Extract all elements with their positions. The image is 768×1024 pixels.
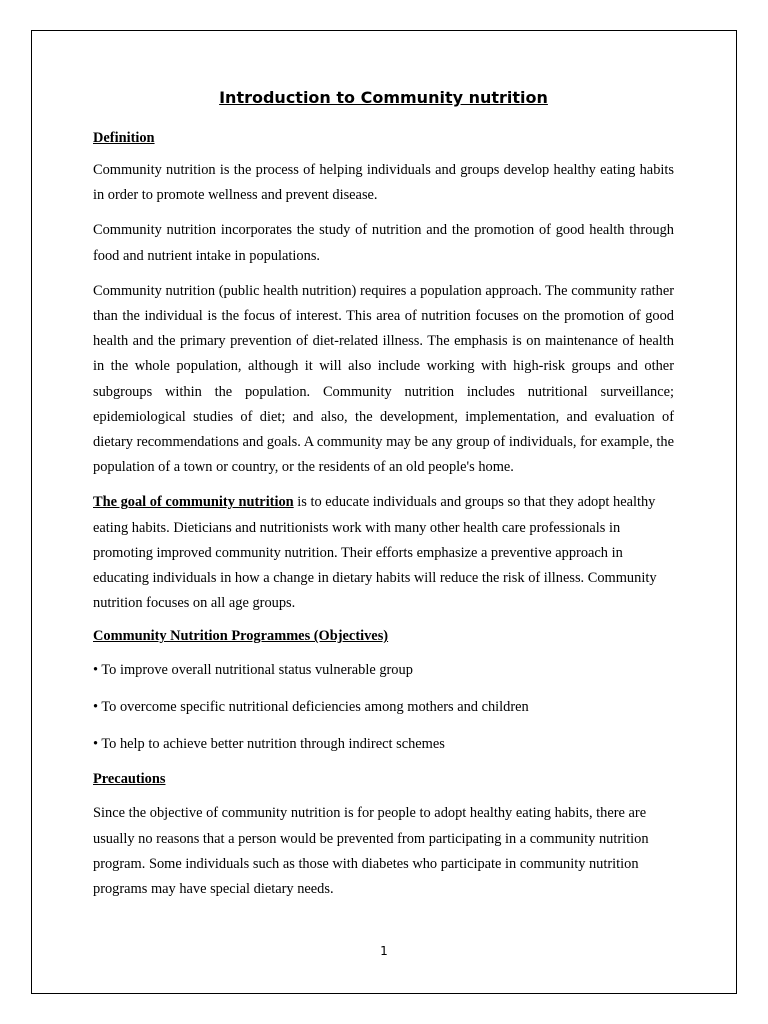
goal-lead: The goal of community nutrition (93, 494, 294, 511)
programme-item: • To help to achieve better nutrition through indirect schemes (93, 736, 445, 753)
programme-item: • To overcome specific nutritional deficiencies among mothers and children (93, 699, 529, 716)
programme-item: • To improve overall nutritional status vulnerable group (93, 662, 413, 679)
definition-paragraph-1: Community nutrition is the process of helping individuals and groups develop healthy eating habits in order to promote wellness and prevent disease. (93, 162, 674, 204)
programmes-heading: Community Nutrition Programmes (Objectives) (93, 628, 389, 645)
page-number: 1 (380, 944, 388, 958)
page-title: Introduction to Community nutrition (219, 88, 548, 107)
precautions-heading: Precautions (93, 771, 166, 788)
definition-paragraph-2: Community nutrition incorporates the study of nutrition and the promotion of good health through food and nutrient intake in populations. (93, 222, 674, 264)
definition-paragraph-3: Community nutrition (public health nutrition) requires a population approach. The community rather than the individual is the focus of interest. This area of nutrition focuses on the promotion of good health and the primary prevention of diet-related illness. The emphasis is on maintenance of health in the whole population, although it will also include working with high-risk groups and other subgroups within the population. Community nutrition includes nutritional surveillance; epidemiological studies of diet; and also, the development, implementation, and evaluation of dietary recommendations and goals. A community may be any group of individuals, for example, the population of a town or country, or the residents of an old people's home. (93, 282, 674, 476)
definition-heading: Definition (93, 130, 155, 146)
goal-text: is to educate individuals and groups so that they adopt healthy eating habits. Dieticians and nutritionists work with many other health care professionals in promoting improved community nutrition. Their efforts emphasize a preventive approach in educating individuals in how a change in dietary habits will reduce the risk of illness. Community nutrition focuses on all age groups. (93, 494, 657, 612)
document-body (93, 86, 674, 912)
precautions-paragraph: Since the objective of community nutrition is for people to adopt healthy eating habits, there are usually no reasons that a person would be prevented from participating in a community nutrition program. Some individuals such as those with diabetes who participate in community nutrition programs may have special dietary needs. (93, 805, 649, 898)
goal-paragraph (93, 490, 674, 616)
